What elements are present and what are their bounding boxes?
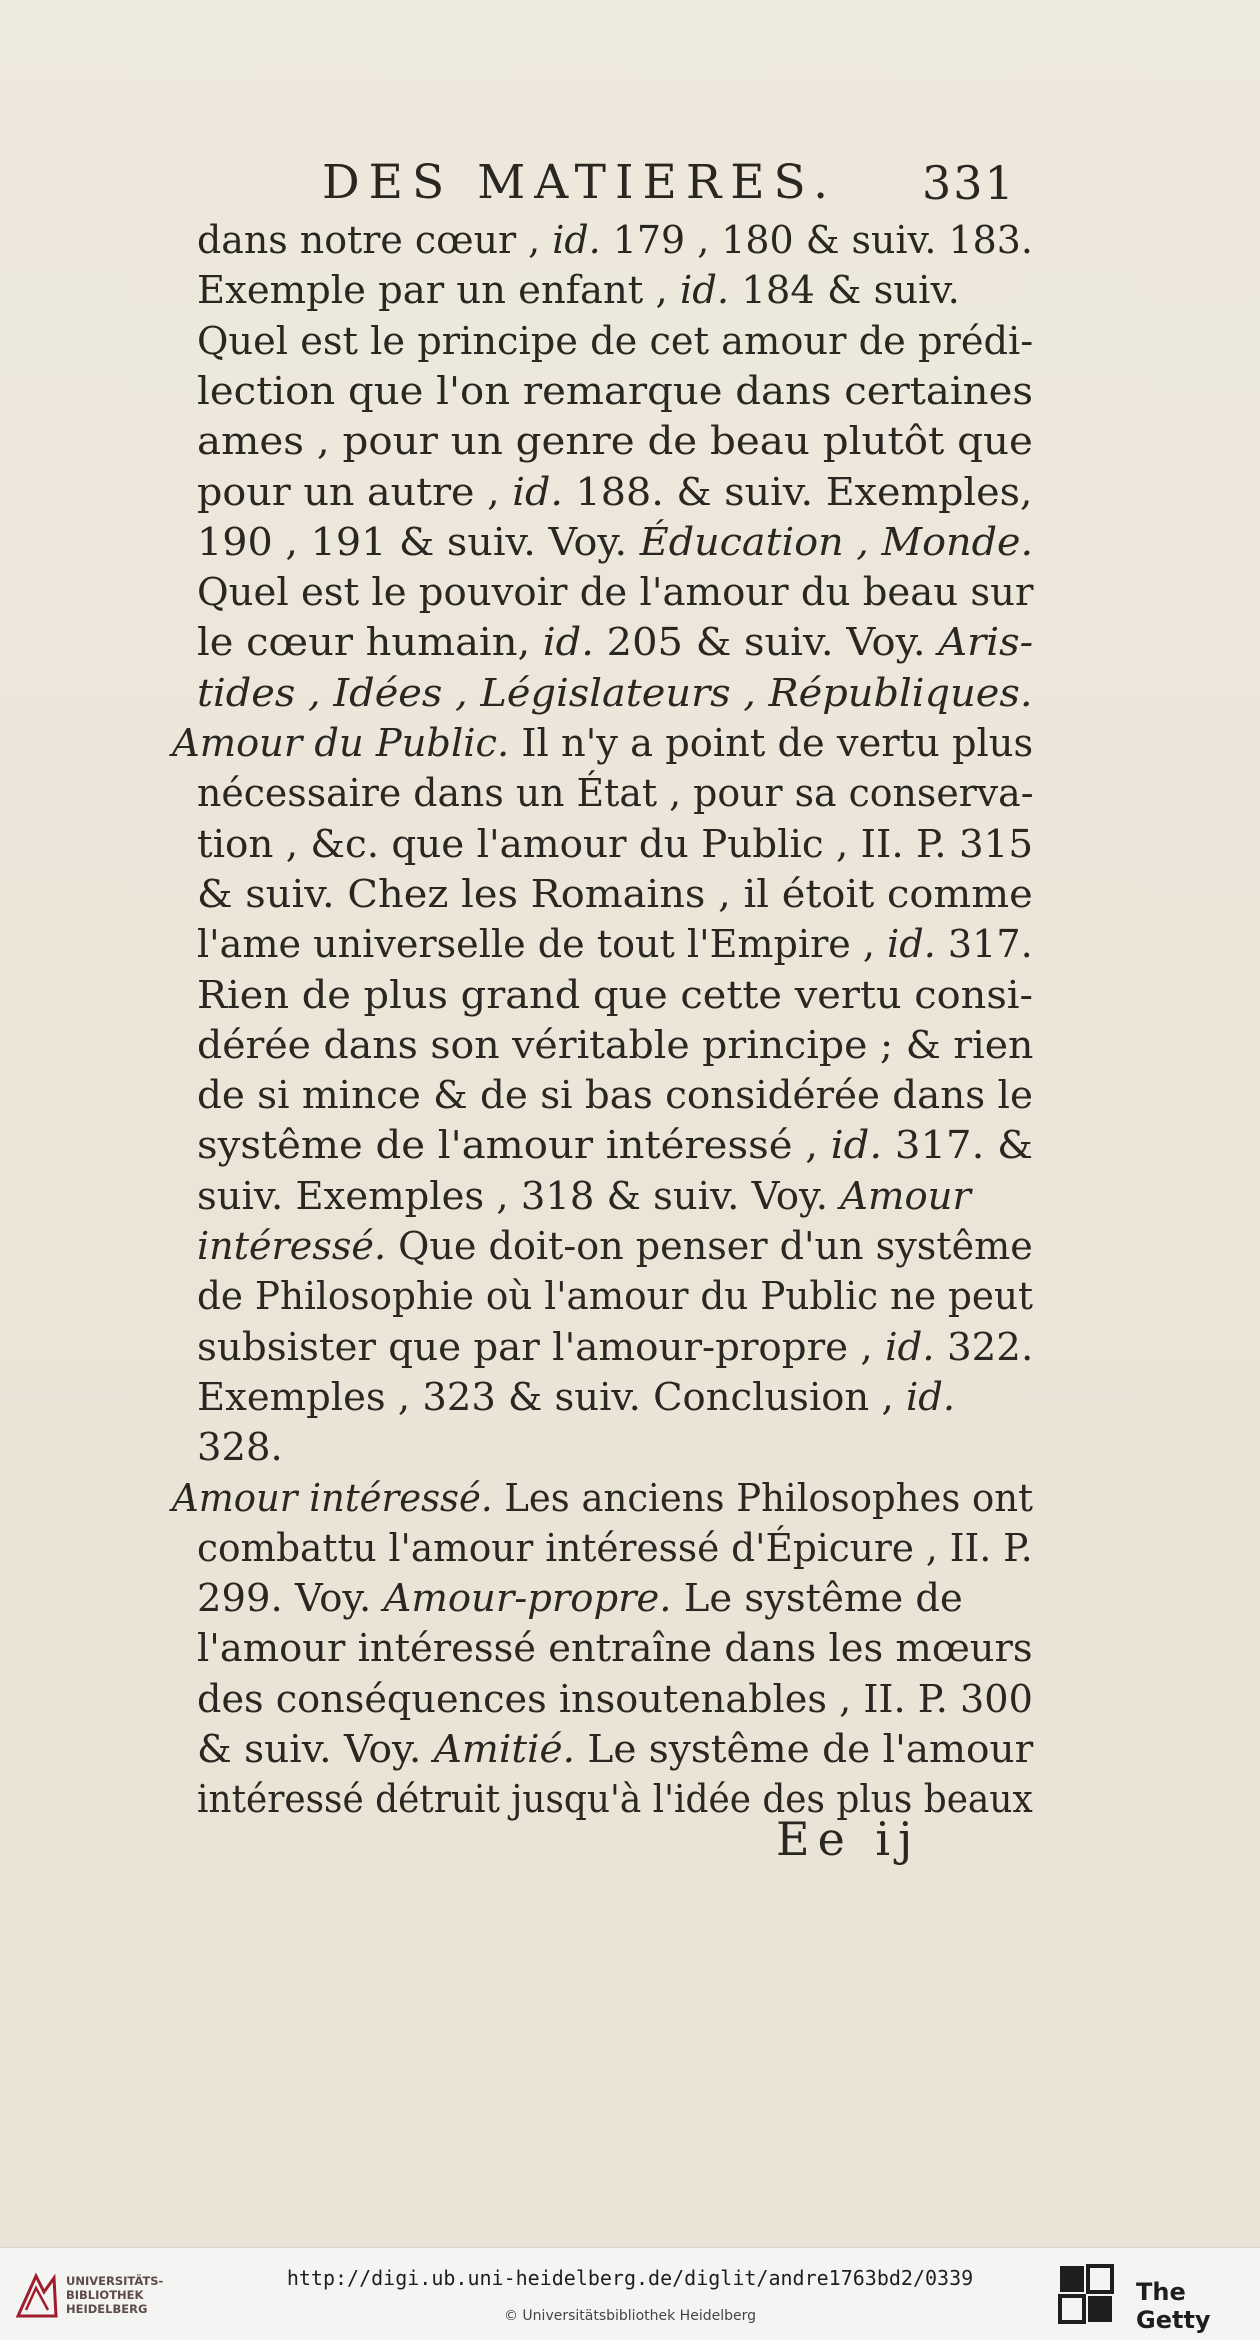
italic-text: Amour-propre. xyxy=(383,1576,672,1622)
index-text-line xyxy=(197,667,1033,721)
text-segment: nécessaire dans un État , pour sa conserva- xyxy=(197,771,1034,817)
text-segment: Exemples , 323 & suiv. Conclusion , xyxy=(197,1374,906,1420)
index-text-line xyxy=(197,1723,1033,1777)
text-segment: tion , &c. que l'amour du Public , II. P. 315 xyxy=(197,821,1034,867)
text-segment: Rien de plus grand que cette vertu consi- xyxy=(197,972,1034,1018)
text-segment: l'ame universelle de tout l'Empire , xyxy=(197,922,888,968)
permalink-url[interactable]: http://digi.ub.uni-heidelberg.de/diglit/andre1763bd2/0339 xyxy=(286,2266,974,2290)
index-entry-heading-line xyxy=(172,717,1033,771)
italic-text: Éducation , Monde. xyxy=(639,519,1034,565)
index-text-line xyxy=(197,365,1033,419)
text-segment: Quel est le pouvoir de l'amour du beau sur xyxy=(197,570,1034,616)
text-segment: combattu l'amour intéressé d'Épicure , II. P. xyxy=(197,1525,1033,1571)
library-name-line: BIBLIOTHEK xyxy=(66,2288,144,2302)
text-segment: systême de l'amour intéressé , xyxy=(197,1123,831,1169)
text-segment: de si mince & de si bas considérée dans le xyxy=(197,1073,1033,1119)
text-segment: 322. xyxy=(934,1324,1034,1370)
index-text-line xyxy=(197,1371,955,1425)
text-segment: 317. xyxy=(935,922,1033,968)
viewer-footer xyxy=(0,2247,1260,2340)
index-text-line xyxy=(197,868,1033,922)
italic-text: id. xyxy=(512,469,563,515)
index-text-line xyxy=(197,264,960,318)
text-segment: ames , pour un genre de beau plutôt que xyxy=(197,419,1033,465)
index-text-line xyxy=(197,1421,283,1475)
index-text-line xyxy=(197,1019,1033,1073)
index-text-line xyxy=(197,1270,1033,1324)
text-segment: intéressé détruit jusqu'à l'idée des plus beaux xyxy=(197,1777,1033,1823)
index-text-line xyxy=(197,1622,1033,1676)
index-text-line xyxy=(197,767,1033,821)
italic-text: id. xyxy=(679,268,730,314)
italic-text: Amour intéressé. xyxy=(172,1475,493,1521)
text-segment: subsister que par l'amour-propre , xyxy=(197,1324,886,1370)
text-segment: Le systême de l'amour xyxy=(575,1727,1034,1772)
index-text-line xyxy=(197,818,1033,872)
text-segment: Exemple par un enfant , xyxy=(197,268,680,314)
partner-name: The Getty xyxy=(1136,2278,1211,2334)
index-text-line xyxy=(197,315,1033,369)
text-segment: le cœur humain, xyxy=(197,620,543,666)
italic-text: tides , Idées , Législateurs , Républiques. xyxy=(197,670,1033,716)
index-text-line xyxy=(197,466,1033,520)
index-text-line xyxy=(197,1321,1033,1375)
text-segment: 188. & suiv. Exemples, xyxy=(562,469,1033,515)
text-segment: Il n'y a point de vertu plus xyxy=(509,721,1034,766)
text-segment: dans notre cœur , xyxy=(197,218,553,263)
index-text-line xyxy=(197,1572,963,1626)
running-head-title: DES MATIERES. xyxy=(322,155,838,210)
text-segment: 179 , 180 & suiv. 183. xyxy=(600,218,1033,263)
text-segment: des conséquences insoutenables , II. P. 300 xyxy=(197,1676,1033,1722)
italic-text: Amour xyxy=(840,1173,971,1219)
text-segment: & suiv. Chez les Romains , il étoit comme xyxy=(197,871,1033,917)
catchword: Ee ij xyxy=(776,1812,921,1866)
index-text-line xyxy=(197,516,1033,570)
index-text-line xyxy=(197,214,1033,268)
italic-text: Amitié. xyxy=(433,1727,576,1772)
page-number: 331 xyxy=(922,156,1016,210)
library-name-line: HEIDELBERG xyxy=(66,2302,148,2316)
text-segment: suiv. Exemples , 318 & suiv. Voy. xyxy=(197,1173,841,1219)
text-segment: lection que l'on remarque dans certaines xyxy=(197,368,1033,414)
italic-text: intéressé. xyxy=(197,1224,387,1269)
text-segment: Quel est le principe de cet amour de prédi- xyxy=(197,318,1034,364)
index-text-line xyxy=(197,1220,1033,1274)
index-text-line xyxy=(197,1170,971,1224)
running-head xyxy=(0,155,1260,210)
index-text-line xyxy=(197,616,1033,670)
text-segment: Les anciens Philosophes ont xyxy=(492,1475,1033,1521)
italic-text: id. xyxy=(905,1374,956,1420)
text-segment: 184 & suiv. xyxy=(729,268,960,314)
text-segment: de Philosophie où l'amour du Public ne peut xyxy=(197,1274,1034,1320)
text-segment: 190 , 191 & suiv. Voy. xyxy=(197,519,640,565)
getty-logo-icon xyxy=(1058,2264,1114,2324)
text-segment: 205 & suiv. Voy. xyxy=(593,620,939,666)
index-entry-heading-line xyxy=(172,1472,1033,1526)
text-segment: pour un autre , xyxy=(197,469,513,515)
text-segment: Que doit-on penser d'un systême xyxy=(386,1224,1033,1269)
italic-text: Aris- xyxy=(938,620,1034,666)
index-text-line xyxy=(197,1522,1033,1576)
text-segment: & suiv. Voy. xyxy=(197,1727,434,1772)
italic-text: id. xyxy=(887,922,936,968)
text-segment: dérée dans son véritable principe ; & rien xyxy=(197,1022,1034,1068)
italic-text: id. xyxy=(885,1324,935,1370)
text-segment: Le systême de xyxy=(671,1576,963,1622)
text-segment: 328. xyxy=(197,1425,283,1471)
index-text-line xyxy=(197,1069,1033,1123)
text-segment: l'amour intéressé entraîne dans les mœurs xyxy=(197,1626,1033,1672)
italic-text: id. xyxy=(552,218,601,263)
italic-text: id. xyxy=(830,1123,883,1169)
index-text-line xyxy=(197,918,1033,972)
library-name-line: UNIVERSITÄTS- xyxy=(66,2274,164,2288)
text-segment: 317. & xyxy=(882,1123,1033,1169)
index-text-line xyxy=(197,1673,1033,1727)
text-segment: 299. Voy. xyxy=(197,1576,384,1622)
index-text-line xyxy=(197,969,1033,1023)
index-text-line xyxy=(197,566,1033,620)
index-text-line xyxy=(197,415,1033,469)
italic-text: id. xyxy=(542,620,594,666)
copyright-notice: © Universitätsbibliothek Heidelberg xyxy=(503,2308,756,2324)
italic-text: Amour du Public. xyxy=(172,721,510,766)
index-text-line xyxy=(197,1119,1033,1173)
